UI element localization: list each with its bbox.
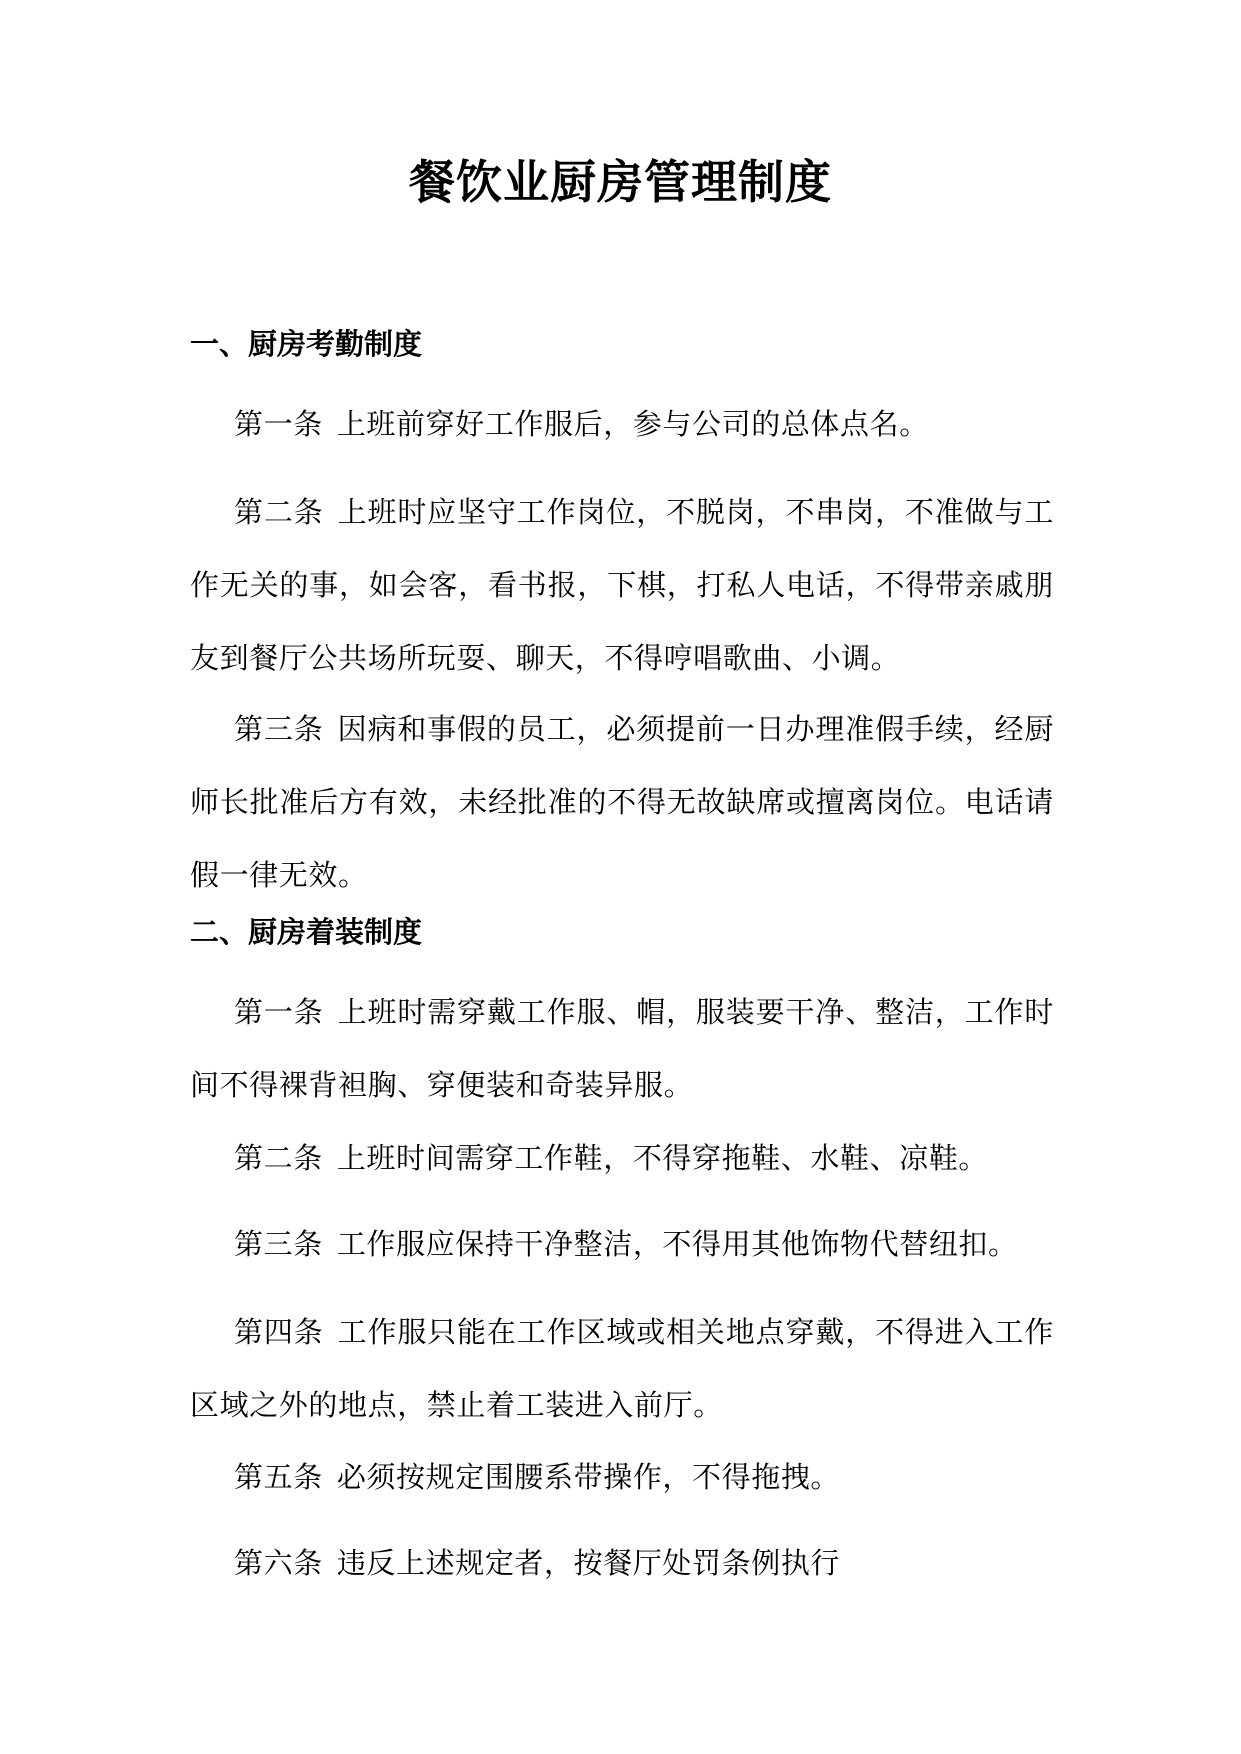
article-attendance-3: [190, 693, 1054, 912]
article-attendance-2: [190, 476, 1054, 695]
section-heading-attendance: 一、厨房考勤制度: [190, 327, 423, 361]
article-text: 上班时需穿戴工作服、帽，服装要干净、整洁，工作时间不得裸背袒胸、穿便装和奇装异服。: [190, 995, 1054, 1102]
article-text: 上班时间需穿工作鞋，不得穿拖鞋、水鞋、凉鞋。: [336, 1141, 989, 1175]
article-text: 因病和事假的员工，必须提前一日办理准假手续，经厨师长批准后方有效，未经批准的不得无故缺席或擅离岗位。电话请假一律无效。: [190, 712, 1054, 892]
article-text: 工作服只能在工作区域或相关地点穿戴，不得进入工作区域之外的地点，禁止着工装进入前厅。: [190, 1315, 1054, 1422]
document-title: 餐饮业厨房管理制度: [409, 155, 832, 209]
article-number: 第三条: [234, 712, 324, 746]
article-dress-4: [190, 1296, 1054, 1442]
section-heading-dress: 二、厨房着装制度: [190, 915, 423, 949]
article-text: 工作服应保持干净整洁，不得用其他饰物代替纽扣。: [336, 1227, 1018, 1261]
article-text: 必须按规定围腰系带操作，不得拖拽。: [336, 1460, 841, 1494]
article-dress-3: [190, 1208, 1054, 1281]
article-dress-1: [190, 976, 1054, 1122]
article-number: 第六条: [234, 1546, 323, 1580]
article-text: 上班时应坚守工作岗位，不脱岗，不串岗，不准做与工作无关的事，如会客，看书报，下棋，打私人电话，不得带亲戚朋友到餐厅公共场所玩耍、聊天，不得哼唱歌曲、小调。: [190, 495, 1054, 675]
article-number: 第一条: [234, 995, 324, 1029]
article-text: 违反上述规定者，按餐厅处罚条例执行: [336, 1546, 841, 1580]
article-number: 第二条: [234, 1141, 323, 1175]
article-dress-2: [190, 1122, 1054, 1195]
article-number: 第四条: [234, 1315, 324, 1349]
article-dress-5: [190, 1441, 1054, 1514]
article-text: 上班前穿好工作服后，参与公司的总体点名。: [336, 407, 929, 441]
article-number: 第二条: [234, 495, 324, 529]
article-number: 第三条: [234, 1227, 323, 1261]
article-number: 第五条: [234, 1460, 323, 1494]
article-dress-6: [190, 1527, 1054, 1600]
article-attendance-1: [190, 388, 1054, 461]
article-number: 第一条: [234, 407, 323, 441]
